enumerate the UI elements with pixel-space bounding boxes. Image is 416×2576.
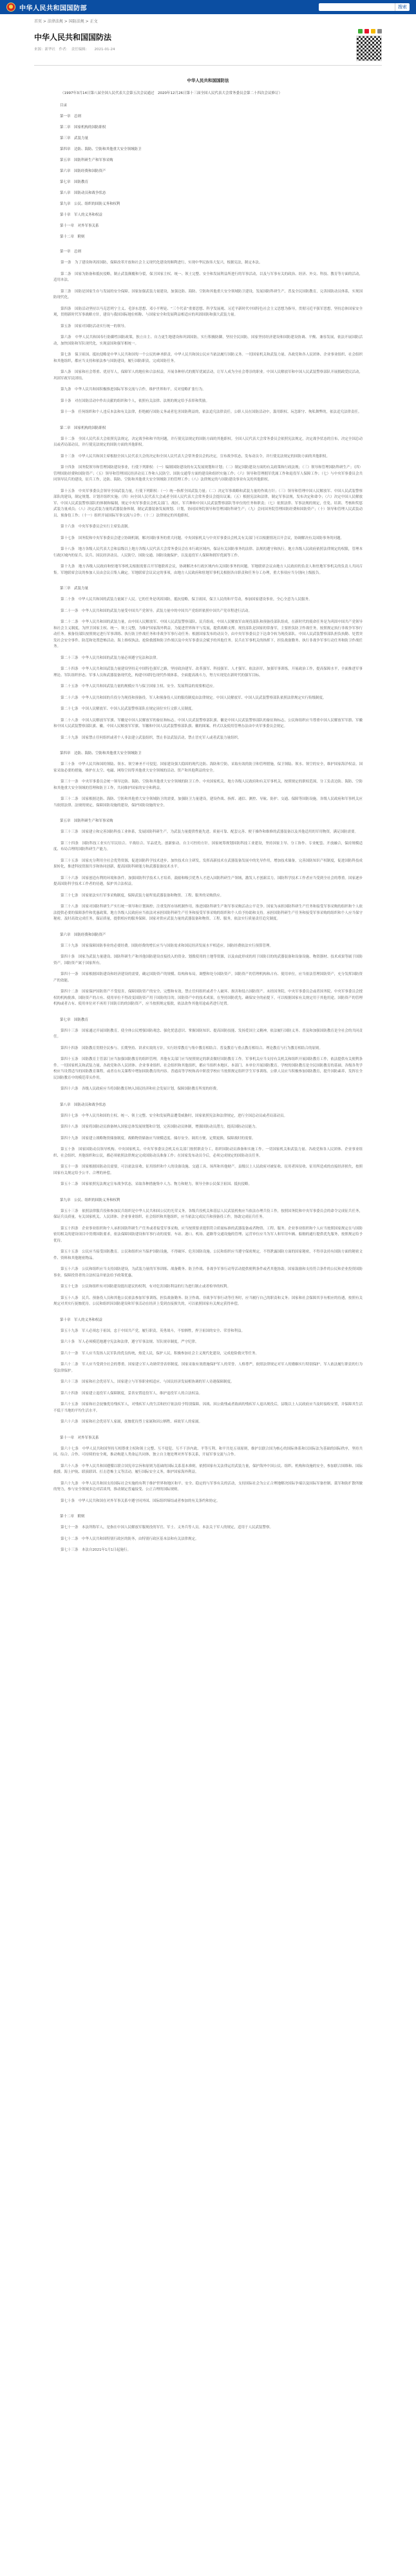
breadcrumb-item-laws[interactable]: 法律法规 [47, 19, 63, 24]
breadcrumb-item-defense-laws[interactable]: 国防法规 [68, 19, 84, 24]
article-paragraph: 第五十七条 公民和组织有对国防建设提出建议的权利，有对危害国防利益的行为进行制止或者检举的权利。 [61, 1285, 231, 1289]
law-sections [53, 249, 363, 1554]
article-paragraph: 第九条 中华人民共和国积极推进国际军事交流与合作，维护世界和平，反对侵略扩张行为。 [61, 388, 206, 392]
chapter-heading: 第六章 国防经费和国防资产 [60, 933, 106, 937]
article-head-left [34, 29, 115, 52]
article-paragraph: 第七十一条 本法所称军人，是指在中国人民解放军服现役的军官、军士、义务兵等人员。本法关于军人的规定，适用于人民武装警察。 [61, 1526, 274, 1530]
article-paragraph: 第四十八条 国家将国防动员准备纳入国家总体发展规划和计划，完善国防动员体制，增强国防动员潜力，提高国防动员能力。 [61, 1125, 260, 1129]
toc-item: 目录 [60, 104, 68, 108]
article-paragraph: 第六十一条 军人应当发扬人民军队的优良传统，热爱人民，保护人民，积极参加社会主义现代化建设，完成抢险救灾等任务。 [61, 1351, 260, 1356]
article-paragraph: 第四十一条 国家根据国防建设和经济建设的需要，确定国防资产的规模、结构和布局，调整和处分国防资产。国防资产的管理机构和占有、使用单位，应当依法管理国防资产，充分发挥国防资产的效能。 [53, 972, 363, 983]
article-paragraph: 第五十三条 依照法律服兵役和参加民兵组织是中华人民共和国公民的光荣义务。各级兵役机关和基层人民武装机构应当依法办理兵役工作，按照国务院和中央军事委员会的命令完成征兵任务，保证兵员质量。有关国家机关、人民团体、企业事业组织、社会组织和其他组织，应当依法完成民兵和预备役工作，协助完成征兵任务。 [53, 1209, 363, 1219]
article-paragraph: 第七条 保卫祖国、抵抗侵略是中华人民共和国每一个公民的神圣职责。中华人民共和国公民应当依法履行国防义务。一切国家机关和武装力量、各政党和各人民团体、企业事业组织、社会组织和其他组织，都应当支持和依法参与国防建设，履行国防职责，完成国防任务。 [53, 353, 363, 363]
article-paragraph: 第十八条 地方各级人民代表大会和县级以上地方各级人民代表大会常务委员会在本行政区域内，保证有关国防事务的法律、法规的遵守和执行。地方各级人民政府依照法律规定的权限，管理本行政区域内的征兵、民兵、国民经济动员、人民防空、国防交通、国防设施保护，以及退役军人保障和拥军优属等工作。 [53, 547, 363, 558]
article-head-right [356, 29, 382, 61]
article-paragraph: 第三十五条 国家充分利用全社会优势资源，促进国防科学技术进步，加快技术自主研发，发挥高新技术在武器装备发展中的先导作用，增加技术储备，完善国防知识产权制度，促进国防科技成果转化，推进科技资源共享和协同创新，提高国防科研能力和武器装备技术水平。 [53, 858, 363, 869]
article-paragraph: 第三十条 中华人民共和国的领陆、领水、领空神圣不可侵犯。国家建设强大稳固的现代边防、海防和空防，采取有效的防卫和管理措施，保卫领陆、领水、领空的安全，维护国家海洋权益。国家采取必要的措施，维护在太空、电磁、网络空间等其他重大安全领域的活动、资产和其他利益的安全。 [53, 762, 363, 773]
article-paragraph: 第五十条 国家国防动员领导机构、中央国家机关、中央军事委员会机关有关部门按照职责分工，组织国防动员准备和实施工作。一切国家机关和武装力量、各政党和各人民团体、企业事业组织、社会组织、其他组织和公民，都必须依照法律规定完成国防动员准备工作；在国家发布动员令后，必须完成规定的国防动员任务。 [53, 1148, 363, 1158]
page-title: 中华人民共和国国防法 [34, 33, 112, 42]
wechat-share-icon[interactable] [358, 29, 363, 33]
article-paragraph: 第七十二条 中华人民共和国特别行政区的防务，由特别行政区基本法和有关法律规定。 [61, 1537, 199, 1541]
article-paragraph: 第三十七条 国家依法实行军事采购制度，保障武装力量所需武器装备和物资、工程、服务的采购供应。 [61, 893, 224, 898]
chapter-heading: 第四章 边防、海防、空防和其他重大安全领域防卫 [60, 752, 142, 755]
article-paragraph: 第六十条 军人必须模范地遵守宪法和法律，遵守军事法规、军队规章制度，严守纪律。 [61, 1340, 199, 1344]
article-paragraph: 第三十六条 国家创造有利的环境和条件，加强国防科学技术人才培养，鼓励和吸引优秀人才进入国防科研生产领域，激发人才创新活力。国防科学技术工作者应当受到全社会的尊重。国家逐步提高国防科学技术工作者的待遇，保护其合法权益。 [53, 876, 363, 886]
toc-item: 第二章 国家机构的国防职权 [60, 126, 106, 129]
breadcrumb: 首页 > 法律法规 > 国防法规 > 正文 [34, 19, 98, 24]
weibo-share-icon[interactable] [364, 29, 369, 33]
article-paragraph: 第三条 国防是国家生存与发展的安全保障。国家加强武装力量建设，加强边防、海防、空防和其他重大安全领域防卫建设，发展国防科研生产，普及全民国防教育，完善国防动员体系，实现国防现代化。 [53, 289, 363, 299]
article-paragraph: 第四十条 国家为武装力量建设、国防科研生产和其他国防建设直接投入的资金、划拨使用的土地等资源，以及由此形成的用于国防目的的武器装备和设备设施、物资器材、技术成果等属于国防资产。国防资产属于国家所有。 [53, 955, 363, 965]
article-paragraph: 第十六条 中央军事委员会实行主席负责制。 [61, 525, 132, 529]
document-preamble: （1997年3月14日第八届全国人民代表大会第五次会议通过 2020年12月26日第十三届全国人民代表大会常务委员会第二十四次会议修订） [61, 91, 282, 95]
qzone-share-icon[interactable] [371, 29, 375, 33]
toc-item: 第三章 武装力量 [60, 137, 89, 140]
chapter-heading: 第七章 国防教育 [60, 1018, 89, 1022]
article-paragraph: 第四十五条 国防教育主管部门应当加强国防教育的组织管理，其他有关部门应当按照规定的职责做好国防教育工作。军事机关应当支持有关机关和组织开展国防教育工作，依法提供有关便利条件。一切国家机关和武装力量、各政党和各人民团体、企业事业组织、社会组织和其他组织，都应当组织本地区、本部门、本单位开展国防教育。学校的国防教育是全民国防教育的基础。各级各类学校应当设置适当的国防教育课程，或者在有关课程中增加国防教育的内容。普通高等学校和高中阶段学校应当按照规定组织学生军事训练。公职人员应当积极参加国防教育，提升国防素养，发挥在全民国防教育中的模范带头作用。 [53, 1057, 363, 1080]
article-paragraph: 第二十九条 国家禁止任何组织或者个人非法建立武装组织，禁止非法武装活动，禁止冒充军人或者武装力量组织。 [61, 735, 241, 740]
article-paragraph: 第六十八条 中华人民共和国遵循以联合国宪章宗旨和原则为基础的国际关系基本准则，依照国家有关法律运用武装力量，保护海外中国公民、组织、机构和设施的安全，参加联合国维和、国际救援、海上护航、联演联训、打击恐怖主义等活动，履行国际安全义务，维护国家海外利益。 [53, 1464, 363, 1474]
site-header [0, 0, 416, 14]
article-paragraph: 第二十八条 中国人民解放军军旗、军徽是中国人民解放军的象征和标志。中国人民武装警察部队旗、徽是中国人民武装警察部队的象征和标志。公民和组织应当尊重中国人民解放军军旗、军徽和中国人民武装警察部队旗、徽。中国人民解放军军旗、军徽和中国人民武装警察部队旗、徽的图案、样式以及使用管理办法由中央军事委员会规定。 [53, 718, 363, 728]
article-paragraph: 第六条 中华人民共和国奉行防御性国防政策，独立自主、自力更生地建设和巩固国防，实行积极防御，坚持全民国防。国家坚持经济建设和国防建设协调、平衡、兼容发展，依法开展国防活动，加快国防和军队现代化，实现富国和强军相统一。 [53, 336, 363, 346]
document-body [34, 66, 382, 1566]
toc-item: 第七章 国防教育 [60, 180, 89, 184]
share-bar [356, 29, 382, 33]
article-paragraph: 第五十八条 民兵、预备役人员和其他公民依法参加军事训练，担负战备勤务、防卫作战、非战争军事行动等任务时，应当履行自己的职责和义务；国家和社会保障其享有相应的待遇，按照有关规定对其实行抚恤优待。公民和组织因国防建设和军事活动在经济上受到直接损失的，可以依照国家有关规定获得补偿。 [53, 1296, 363, 1306]
article-paragraph: 第十五条 中央军事委员会领导全国武装力量，行使下列职权：（一）统一指挥全国武装力量；（二）决定军事战略和武装力量的作战方针；（三）领导和管理中国人民解放军、中国人民武装警察部队的建设，制定规划、计划并组织实施；（四）向全国人民代表大会或者全国人民代表大会常务委员会提出议案；（五）根据宪法和法律，制定军事法规，发布决定和命令；（六）决定中国人民解放军、中国人民武装警察部队的体制和编制，规定中央军事委员会机关部门、战区、军兵种和中国人民武装警察部队等单位的任务和职责；（七）依照法律、军事法规的规定，任免、培训、考核和奖惩武装力量成员；（八）决定武装力量的武器装备体制，制定武器装备发展规划、计划，协同国务院领导和管理国防科研生产；（九）会同国务院管理国防经费和国防资产；（十）领导和管理人民武装动员、预备役工作；（十一）组织开展国际军事交流与合作；（十二）法律规定的其他职权。 [53, 489, 363, 518]
article-paragraph: 第四十六条 各级人民政府应当将国防教育纳入国民经济和社会发展计划，保障国防教育所需的经费。 [61, 1087, 220, 1091]
article-paragraph: 第六十六条 国家和社会优待军人家属，抚恤优待烈士家属和因公牺牲、病故军人的家属。 [61, 1420, 203, 1424]
article-paragraph: 第六十四条 国家建立退役军人保障制度，妥善安置退役军人，维护退役军人的合法权益。 [61, 1391, 203, 1396]
article-paragraph: 第八条 国家和社会尊重、优待军人，保障军人的地位和合法权益，开展各种形式的拥军优属活动，让军人成为全社会尊崇的职业。中国人民解放军和中国人民武装警察部队开展拥政爱民活动，巩固军政军民团结。 [53, 370, 363, 381]
article-paragraph: 第十条 对在国防活动中作出贡献的组织和个人，依照有关法律、法规的规定给予表彰和奖励。 [61, 399, 210, 403]
article-meta: 来源：新华社 作者： 责任编辑： 2021-01-24 [34, 48, 115, 52]
breadcrumb-item-current: 正文 [90, 19, 98, 24]
article-paragraph: 第三十二条 国家根据边防、海防、空防和其他重大安全领域防卫的需要，加强防卫力量建设，建设作战、指挥、通信、测控、导航、防护、交通、保障等国防设施。各级人民政府和军事机关应当依照法律、法规的规定，保障国防设施的建设，保护国防设施的安全。 [53, 797, 363, 808]
chapter-heading: 第二章 国家机构的国防职权 [60, 426, 106, 430]
article-paragraph: 第五条 国家对国防活动实行统一的领导。 [61, 324, 128, 328]
article-paragraph: 第七十三条 本法自2021年1月1日起施行。 [61, 1548, 131, 1552]
article-paragraph: 第四十二条 国家保护国防资产不受侵害，保障国防资产的安全、完整和有效。禁止任何组织或者个人破坏、损害和侵占国防资产。未经国务院、中央军事委员会或者国务院、中央军事委员会授权的机构批准，国防资产的占有、使用单位不得改变国防资产用于国防的目的。国防资产中的技术成果，在坚持国防优先、确保安全的前提下，可以根据国家有关规定用于其他用途。国防资产的管理机构或者占有、使用单位对不再用于国防目的的国防资产，应当按照规定报批，依法改作其他用途或者进行处置。 [53, 990, 363, 1006]
chapter-heading: 第十一章 对外军事关系 [60, 1435, 99, 1440]
article-paragraph: 第六十五条 国家和社会抚恤优待残疾军人，对残疾军人的生活和医疗依法给予特别保障。因战、因公致残或者致病的残疾军人退出现役后，县级以上人民政府应当及时接收安置，并保障其生活不低于当地的平均生活水平。 [53, 1403, 363, 1413]
article-container [34, 14, 382, 1566]
article-paragraph: 第二十条 中华人民共和国的武装力量属于人民。它的任务是巩固国防，抵抗侵略，保卫祖国，保卫人民的和平劳动，参加国家建设事业，全心全意为人民服务。 [61, 598, 312, 601]
toc-item: 第四章 边防、海防、空防和其他重大安全领域防卫 [60, 147, 142, 151]
chapter-heading: 第十章 军人的义务和权益 [60, 1318, 103, 1322]
toc-item: 第十二章 附则 [60, 235, 85, 239]
article-paragraph: 第十一条 任何组织和个人违反本法和有关法律，拒绝履行国防义务或者危害国防利益的，依法追究法律责任。公职人员在国防活动中，滥用职权、玩忽职守、徇私舞弊的，依法追究法律责任。 [61, 410, 362, 414]
article-paragraph: 第二十四条 中华人民共和国武装力量建设坚持走中国特色强军之路，坚持政治建军、改革强军、科技强军、人才强军、依法治军，加强军事训练，开展政治工作，提高保障水平，全面推进军事理论、军队组织形态、军事人员和武器装备现代化，构建中国特色现代作战体系，全面提高战斗力，努力实现党在新时代的强军目标。 [53, 667, 363, 677]
toc-item: 第一章 总则 [60, 115, 82, 118]
qr-code [356, 35, 382, 61]
article-paragraph: 第二十三条 中华人民共和国的武装力量必须遵守宪法和法律。 [61, 656, 160, 660]
article-paragraph: 第五十二条 国家依照宪法规定宣布战争状态，采取各种措施集中人力、物力和财力，领导全体公民保卫祖国、抵抗侵略。 [61, 1182, 252, 1186]
article-paragraph: 第二十二条 中华人民共和国的武装力量，由中国人民解放军、中国人民武装警察部队、民兵组成。中国人民解放军由现役部队和预备役部队组成，在新时代的使命任务是为巩固中国共产党领导和社会主义制度，为捍卫国家主权、统一、领土完整，为维护国家海外利益，为促进世界和平与发展，提供战略支撑。现役部队是国家的常备军，主要担负防卫作战任务，按照规定执行非战争军事行动任务。预备役部队按照规定进行军事训练、执行防卫作战任务和非战争军事行动任务；根据国家发布的动员令，由中央军事委员会下达命令转为现役部队。中国人民武装警察部队担负执勤、处置突发社会安全事件、防范和处置恐怖活动、海上维权执法、抢险救援和防卫作战以及中央军事委员会赋予的其他任务。民兵在军事机关的指挥下，担负战备勤务、执行非战争军事行动任务和防卫作战任务。 [53, 620, 363, 649]
article-paragraph: 第三十三条 国家建立和完善国防科技工业体系，发展国防科研生产，为武装力量提供性能先进、质量可靠、配套完善、便于操作和维修的武器装备以及其他适用的军用物资，满足国防需要。 [61, 830, 359, 834]
search-input[interactable] [319, 3, 395, 11]
search-bar [319, 3, 410, 11]
toc-item: 第六章 国防经费和国防资产 [60, 169, 106, 173]
toc-item: 第十一章 对外军事关系 [60, 224, 99, 228]
print-icon[interactable] [377, 29, 382, 33]
toc-item: 第九章 公民、组织的国防义务和权利 [60, 202, 120, 206]
article-paragraph: 第十七条 国务院和中央军事委员会建立协调机制，解决国防事务的重大问题。中央国家机关与中央军事委员会机关有关部门可以根据情况召开会议，协调解决有关国防事务的问题。 [61, 536, 345, 540]
article-paragraph: 第二条 国家为防备和抵抗侵略，制止武装颠覆和分裂，保卫国家主权、统一、领土完整、安全和发展利益所进行的军事活动，以及与军事有关的政治、经济、外交、科技、教育等方面的活动，适用本法。 [53, 272, 363, 282]
article-paragraph: 第七十条 中华人民共和国在对外军事关系中遵守同外国、国际组织缔结或者参加的有关条约和协定。 [61, 1499, 220, 1503]
article-paragraph: 第二十五条 中华人民共和国武装力量的规模应当与保卫国家主权、安全、发展利益的需要相适应。 [61, 685, 217, 688]
article-paragraph: 第三十八条 国家对国防科研生产实行统一领导和计划调控；注重发挥市场机制作用，推进国防科研生产和军事采购活动公平竞争。国家为承担国防科研生产任务和接受军事采购的组织和个人依法提供必要的保障条件和优惠政策。地方各级人民政府应当依法对承担国防科研生产任务和接受军事采购的组织和个人给予协助和支持。承担国防科研生产任务和接受军事采购的组织和个人应当保守秘密，及时高效完成任务，保证质量，提供相应的服务保障。国家对供应武装力量的武器装备和物资、工程、服务，依法实行质量责任追究制度。 [53, 905, 363, 921]
article-paragraph: 第四十七条 中华人民共和国的主权、统一、领土完整、安全和发展利益遭受威胁时，国家依照宪法和法律规定，进行全国总动员或者局部动员。 [61, 1113, 288, 1118]
table-of-contents [53, 103, 363, 240]
article-head [34, 29, 382, 61]
article-paragraph: 第二十六条 中华人民共和国的兵役分为现役和预备役。军人和预备役人员的服役制度由法律规定。中国人民解放军、中国人民武装警察部队依照法律规定实行衔级制度。 [61, 696, 326, 700]
breadcrumb-item-home[interactable]: 首页 [34, 19, 43, 24]
chapter-heading: 第五章 国防科研生产和军事采购 [60, 819, 113, 823]
article-paragraph: 第五十一条 国家根据国防动员需要，可以依法征收、征用组织和个人的设备设施、交通工具、场所和其他财产。县级以上人民政府对被征收、征用者因征收、征用所造成的直接经济损失，按照国家有关规定给予公平、合理的补偿。 [53, 1165, 363, 1175]
search-button[interactable]: 搜索 [395, 3, 410, 11]
toc-item: 第八章 国防动员和战争状态 [60, 191, 106, 195]
article-paragraph: 第十三条 中华人民共和国主席根据全国人民代表大会的决定和全国人民代表大会常务委员会的决定，宣布战争状态，发布动员令，并行使宪法规定的国防方面的其他职权。 [61, 454, 330, 459]
article-paragraph: 第四十四条 国防教育贯彻全民参与、长期坚持、讲求实效的方针，实行经常教育与集中教育相结合、普及教育与重点教育相结合、理论教育与行为教育相结合的原则。 [61, 1046, 323, 1050]
article-paragraph: 第五十四条 企业事业组织和个人承担国防科研生产任务或者接受军事采购，应当按照要求提供符合质量标准的武器装备或者物资、工程、服务。企业事业组织和个人应当按照国家规定在与国防密切相关的建设项目中贯彻国防要求，依法保障国防建设和军事行动的需要。车站、港口、机场、道路等交通设施的管理、运营单位应当为军人和军用车辆、船舶的通行提供优先服务，按照规定给予优待。 [53, 1226, 363, 1243]
article-paragraph: 第五十六条 公民和组织应当支持国防建设，为武装力量的军事训练、战备勤务、防卫作战、非战争军事行动等活动提供便利条件或者其他协助。国家鼓励和支持符合条件的公民和企业投资国防事业，保障投资者的合法权益并依法给予政策优惠。 [53, 1267, 363, 1278]
toc-item: 第十章 军人的义务和权益 [60, 213, 103, 217]
document-heading: 中华人民共和国国防法 [187, 78, 229, 83]
chapter-heading: 第九章 公民、组织的国防义务和权利 [60, 1198, 120, 1202]
article-paragraph: 第六十二条 军人应当受到全社会的尊重。国家建立军人功勋荣誉表彰制度。国家采取有效措施保护军人的荣誉、人格尊严，依照法律规定对军人的婚姻实行特别保护。军人依法履行职责的行为受法律保护。 [53, 1363, 363, 1373]
article-paragraph: 第六十九条 中华人民共和国支持国际社会实施的有利于维护世界和地区和平、安全、稳定的与军事有关的活动，支持国际社会为公正合理地解决国际争端以及国际军备控制、裁军和防扩散所做的努力，参与安全领域多边对话谈判，推动制定普遍接受、公正合理的国际规则。 [53, 1481, 363, 1492]
article-paragraph: 第五十九条 军人必须忠于祖国，忠于中国共产党，履行职责，英勇战斗，不怕牺牲，捍卫祖国的安全、荣誉和利益。 [61, 1329, 245, 1333]
chapter-heading: 第一章 总则 [60, 250, 82, 254]
article-paragraph: 第五十五条 公民应当接受国防教育。公民和组织应当保护国防设施，不得破坏、危害国防设施。公民和组织应当遵守保密规定，不得泄露国防方面的国家秘密，不得非法持有国防方面的秘密文件、资料和其他秘密物品。 [53, 1250, 363, 1260]
article-paragraph: 第三十一条 中央军事委员会统一领导边防、海防、空防和其他重大安全领域的防卫工作。中央国家机关、地方各级人民政府和有关军事机关，按照规定的职权范围，分工负责边防、海防、空防和其他重大安全领域的管理和防卫工作，共同维护国家的安全和利益。 [53, 780, 363, 790]
article-paragraph: 第六十三条 国家和社会优待军人。国家建立与军事职业相适应、与国民经济发展相协调的军人待遇保障制度。 [61, 1380, 234, 1384]
article-paragraph: 第六十七条 中华人民共和国坚持互相尊重主权和领土完整、互不侵犯、互不干涉内政、平等互利、和平共处五项原则，维护以联合国为核心的国际体系和以国际法为基础的国际秩序，坚持共同、综合、合作、可持续的安全观，推动构建人类命运共同体，独立自主地处理对外军事关系，开展军事交流与合作。 [53, 1446, 363, 1457]
article-paragraph: 第四条 国防活动坚持以马克思列宁主义、毛泽东思想、邓小平理论、“三个代表”重要思想、科学发展观、习近平新时代中国特色社会主义思想为指导，贯彻习近平强军思想，坚持总体国家安全观，贯彻新时代军事战略方针，建设与我国国际地位相称、与国家安全和发展利益相适应的巩固国防和强大武装力量。 [53, 307, 363, 317]
chapter-heading: 第八章 国防动员和战争状态 [60, 1103, 106, 1107]
article-paragraph: 第二十七条 中国人民解放军、中国人民武装警察部队在规定岗位实行文职人员制度。 [61, 707, 196, 711]
chapter-heading: 第三章 武装力量 [60, 587, 89, 591]
article-paragraph: 第二十一条 中华人民共和国的武装力量受中国共产党领导。武装力量中的中国共产党组织依照中国共产党章程进行活动。 [61, 609, 252, 613]
article-paragraph: 第一条 为了建设和巩固国防，保障改革开放和社会主义现代化建设的顺利进行，实现中华民族伟大复兴，根据宪法，制定本法。 [61, 261, 263, 265]
article-paragraph: 第三十四条 国防科技工业实行军民结合、平战结合、军品优先、创新驱动、自主可控的方针。国家统筹规划国防科技工业建设，坚持国家主导、分工协作、专业配套、开放融合，保持规模适度、布局合理的国防科研生产能力。 [53, 841, 363, 851]
national-emblem-icon [6, 3, 15, 12]
article-paragraph: 第四十三条 国家通过开展国防教育，使全体公民增强国防观念、强化忧患意识、掌握国防知识、提高国防技能、发扬爱国主义精神，依法履行国防义务。普及和加强国防教育是全社会的共同责任。 [53, 1028, 363, 1039]
article-paragraph: 第十四条 国务院领导和管理国防建设事业，行使下列职权：（一）编制国防建设的有关发展规划和计划；（二）制定国防建设方面的有关政策和行政法规；（三）领导和管理国防科研生产；（四）管理国防经费和国防资产；（五）领导和管理国民经济动员工作和人民防空、国防交通等方面的建设和组织实施工作；（六）领导和管理拥军优属工作和退役军人保障工作；（七）与中央军事委员会共同领导民兵的建设，征兵工作，边防、海防、空防和其他重大安全领域防卫的管理工作；（八）法律规定的与国防建设事业有关的其他职权。 [53, 466, 363, 482]
qr-code-pattern [357, 36, 381, 61]
article-paragraph: 第四十九条 国家建立战略物资储备制度。战略物资储备应当规模适度、储存安全、调用方便、定期更换，保障战时的需要。 [61, 1136, 256, 1141]
article-paragraph: 第三十九条 国家保障国防事业的必要经费。国防经费的增长应当与国防需求和国民经济发展水平相适应。国防经费依法实行预算管理。 [61, 943, 274, 948]
site-title[interactable]: 中华人民共和国国防部 [19, 5, 87, 12]
article-paragraph: 第十二条 全国人民代表大会依照宪法规定，决定战争和和平的问题，并行使宪法规定的国防方面的其他职权。全国人民代表大会常务委员会依照宪法规定，决定战争状态的宣布，决定全国总动员或者局部动员，并行使宪法规定的国防方面的其他职权。 [53, 437, 363, 447]
article-paragraph: 第十九条 地方各级人民政府和驻地军事机关根据需要召开军地联席会议，协调解决本行政区域内有关国防事务的问题。军地联席会议由地方人民政府的负责人和驻地军事机关的负责人共同召集。军地联席会议的参加人员由会议召集人确定。军地联席会议议定的事项，由地方人民政府和驻地军事机关根据各自职责和任务分工办理，重大事项应当分别向上级报告。 [53, 565, 363, 575]
toc-item: 第五章 国防科研生产和军事采购 [60, 158, 113, 162]
chapter-heading: 第十二章 附则 [60, 1515, 85, 1519]
